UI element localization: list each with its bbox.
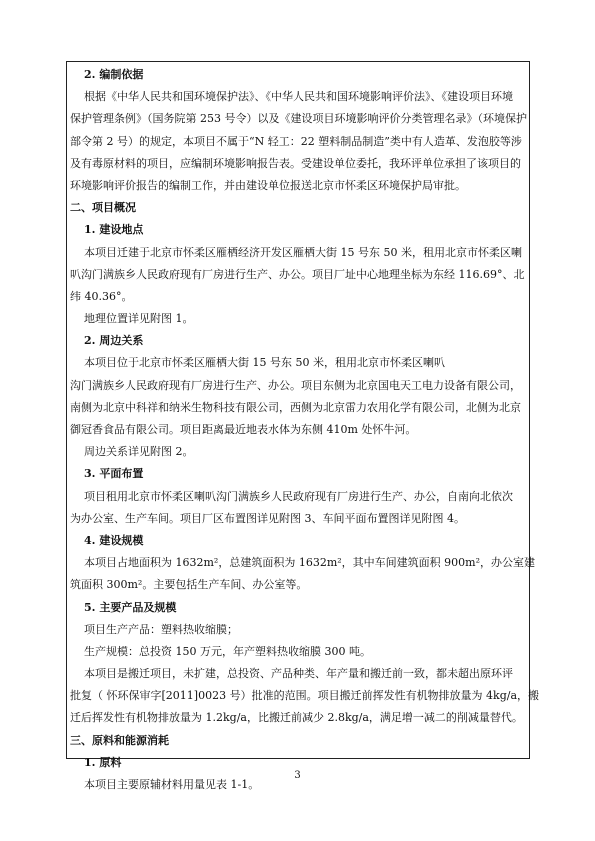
- body-line: 及有毒原材料的项目，应编制环境影响报告表。受建设单位委托，我环评单位承担了该项目的: [70, 156, 521, 170]
- section-heading: 二、项目概况: [70, 201, 136, 215]
- body-line: 为办公室、生产车间。项目厂区布置图详见附图 3、车间平面布置图详见附图 4。: [70, 511, 465, 525]
- section-heading: 1. 建设地点: [84, 223, 144, 237]
- body-line: 项目租用北京市怀柔区喇叭沟门满族乡人民政府现有厂房进行生产、办公，自南向北依次: [84, 489, 513, 503]
- section-heading: 5. 主要产品及规模: [84, 600, 177, 614]
- body-line: 南侧为北京中科祥和纳米生物科技有限公司，西侧为北京雷力农用化学有限公司，北侧为北京: [70, 400, 521, 414]
- body-line: 环境影响评价报告的编制工作，并由建设单位报送北京市怀柔区环境保护局审批。: [70, 178, 466, 192]
- body-line: 御冠香食品有限公司。项目距离最近地表水体为东侧 410m 处怀牛河。: [70, 423, 417, 436]
- body-line: 沟门满族乡人民政府现有厂房进行生产、办公。项目东侧为北京国电天工电力设备有限公司，: [70, 378, 521, 392]
- body-line: 部令第 2 号）的规定，本项目不属于“N 轻工：22 塑料制品制造”类中有人造革、发泡胶等涉: [70, 134, 522, 148]
- body-line: 筑面积 300m²。主要包括生产车间、办公室等。: [70, 578, 308, 592]
- body-line: 保护管理条例》（国务院第 253 号令）以及《建设项目环境影响评价分类管理名录》（环境保护: [70, 112, 527, 126]
- body-line: 项目生产产品：塑料热收缩膜；: [84, 622, 238, 636]
- body-line: 周边关系详见附图 2。: [84, 445, 194, 459]
- body-line: 叭沟门满族乡人民政府现有厂房进行生产、办公。项目厂址中心地理坐标为东经 116.69°、北: [70, 267, 525, 281]
- body-line: 本项目位于北京市怀柔区雁栖大街 15 号东 50 米，租用北京市怀柔区喇叭: [84, 356, 445, 370]
- body-line: 生产规模：总投资 150 万元，年产塑料热收缩膜 300 吨。: [84, 644, 371, 658]
- section-heading: 三、原料和能源消耗: [70, 733, 169, 747]
- section-heading: 1. 原料: [84, 755, 122, 769]
- body-line: 迁后挥发性有机物排放量为 1.2kg/a，比搬迁前减少 2.8kg/a，满足增一减二的削减量替代。: [70, 711, 523, 725]
- page-number: 3: [294, 770, 301, 781]
- body-line: 批复（ 怀环保审字[2011]0023 号）批准的范围。项目搬迁前挥发性有机物排放量为 4kg/a，搬: [70, 689, 540, 703]
- document-body: [70, 64, 540, 796]
- section-heading: 4. 建设规模: [84, 533, 144, 547]
- body-line: 本项目迁建于北京市怀柔区雁栖经济开发区雁栖大街 15 号东 50 米，租用北京市怀柔区喇: [84, 245, 522, 259]
- body-line: 根据《中华人民共和国环境保护法》、《中华人民共和国环境影响评价法》、《建设项目环境: [84, 90, 513, 104]
- body-line: 本项目占地面积为 1632m²，总建筑面积为 1632m²，其中车间建筑面积 900m²，办公室建: [84, 556, 535, 570]
- body-line: 地理位置详见附图 1。: [84, 312, 194, 326]
- body-line: 本项目是搬迁项目，未扩建，总投资、产品种类、年产量和搬迁前一致，都未超出原环评: [84, 667, 513, 681]
- section-heading: 2. 周边关系: [84, 334, 144, 348]
- body-line: 纬 40.36°。: [70, 289, 133, 303]
- section-heading: 2. 编制依据: [84, 68, 144, 81]
- section-heading: 3. 平面布置: [84, 467, 144, 481]
- body-line: 本项目主要原辅材料用量见表 1-1。: [84, 778, 260, 791]
